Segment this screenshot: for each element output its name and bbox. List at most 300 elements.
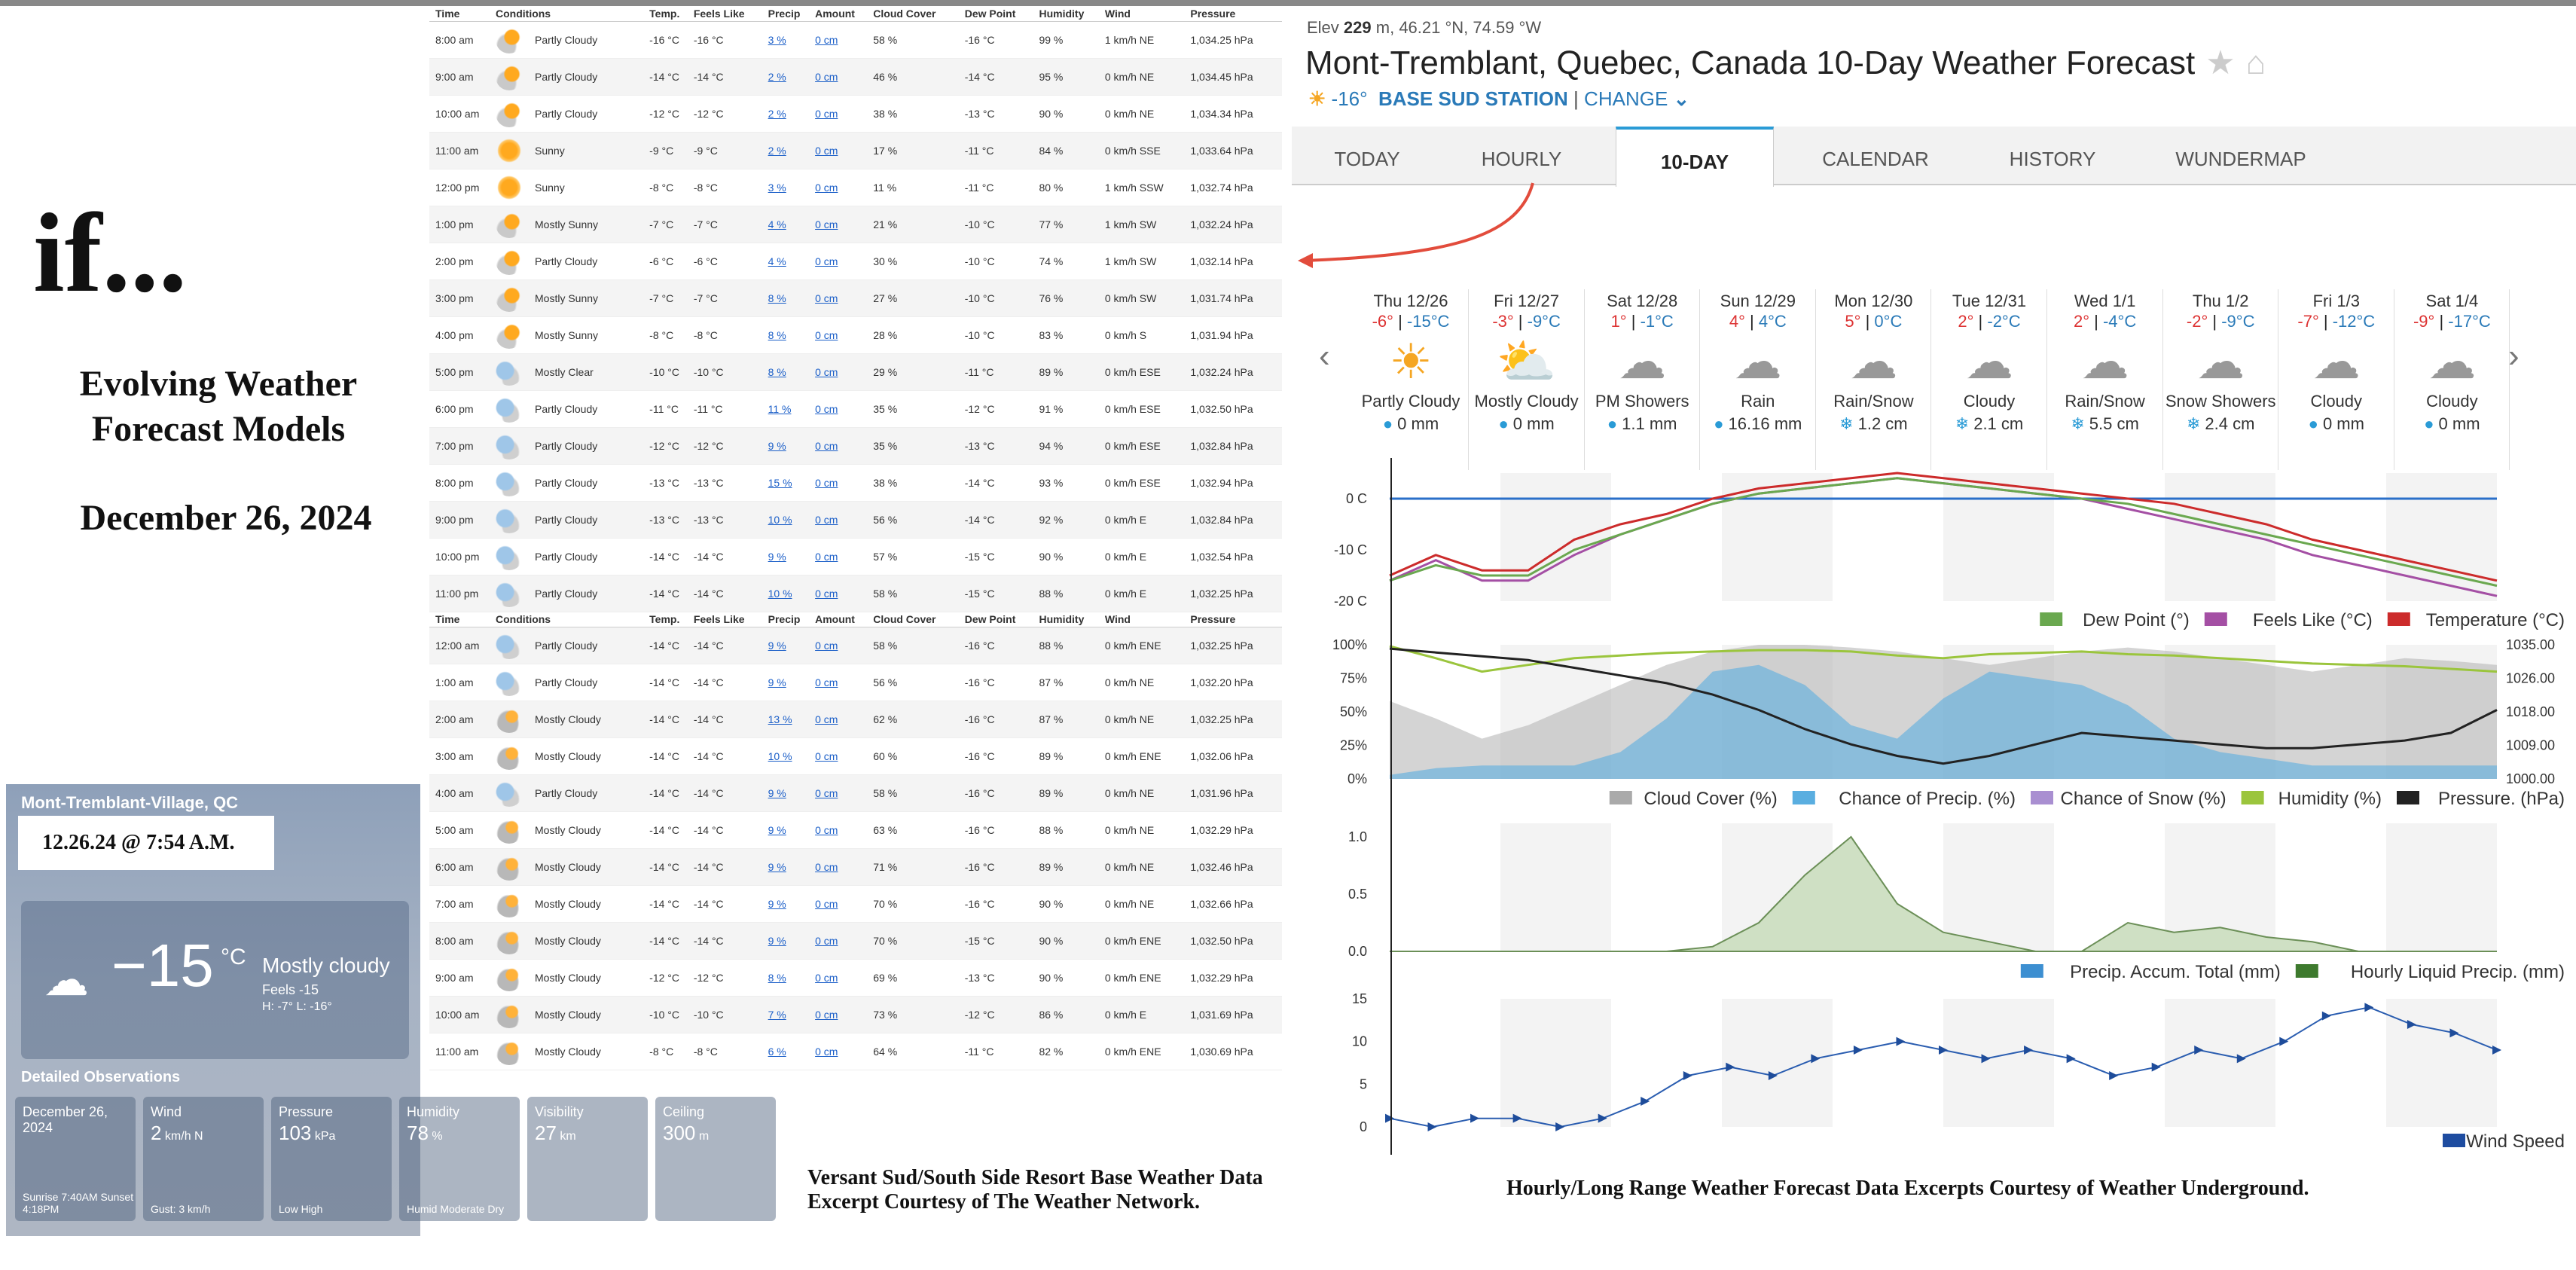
day-band xyxy=(2386,823,2497,951)
column-header: Humidity xyxy=(1039,6,1104,21)
link-cell xyxy=(815,627,873,664)
precip-legend-label: Hourly Liquid Precip. (mm) xyxy=(2350,962,2565,982)
tab-today[interactable]: TODAY xyxy=(1334,148,1400,170)
wind-direction-marker xyxy=(2364,1003,2373,1012)
amount-link[interactable]: 0 cm xyxy=(815,218,838,230)
amount-link[interactable]: 0 cm xyxy=(815,33,838,46)
weather-icon xyxy=(496,817,523,844)
precip-legend-swatch xyxy=(2296,964,2318,978)
day-date: Thu 1/2 xyxy=(2192,292,2249,310)
next-days-arrow[interactable]: › xyxy=(2508,337,2520,374)
day-hi-lo: -6° | -15°C xyxy=(1372,312,1450,331)
weather-icon xyxy=(496,890,523,917)
column-header: Wind xyxy=(1105,6,1191,21)
mostly-cloudy-icon: ☁ xyxy=(44,954,89,1005)
amount-link[interactable]: 0 cm xyxy=(815,934,838,947)
value-cell: -11 °C xyxy=(965,132,1039,169)
amount-link[interactable]: 0 cm xyxy=(815,550,838,563)
amount-link[interactable]: 0 cm xyxy=(815,713,838,725)
amount-link[interactable]: 0 cm xyxy=(815,402,838,415)
amount-link[interactable]: 0 cm xyxy=(815,897,838,910)
value-cell: 27 % xyxy=(873,279,964,316)
conditions-cell: Partly Cloudy xyxy=(496,627,649,664)
hour-cell: 2:00 am xyxy=(429,701,496,737)
weather-icon xyxy=(496,743,523,770)
amount-link[interactable]: 0 cm xyxy=(815,365,838,378)
column-header: Precip xyxy=(768,6,815,21)
value-cell: 38 % xyxy=(873,95,964,132)
value-cell: -14 °C xyxy=(649,811,694,848)
value-cell: 0 km/h NE xyxy=(1105,701,1191,737)
day-band xyxy=(2165,999,2275,1127)
precip-link[interactable]: 2 % xyxy=(768,107,786,120)
temperature-unit: °C xyxy=(221,945,246,969)
link-cell xyxy=(768,774,815,811)
tile-sub: Gust: 3 km/h xyxy=(151,1203,211,1215)
value-cell: 1,032.20 hPa xyxy=(1190,664,1282,701)
precip-link[interactable]: 9 % xyxy=(768,550,786,563)
weather-icon xyxy=(496,927,523,954)
day-band xyxy=(1500,473,1611,601)
value-cell: 80 % xyxy=(1039,169,1104,206)
precip-link[interactable]: 9 % xyxy=(768,860,786,873)
value-cell: 1,032.29 hPa xyxy=(1190,811,1282,848)
value-cell: 0 km/h ESE xyxy=(1105,390,1191,427)
conditions-cell: Mostly Cloudy xyxy=(496,885,649,922)
precip-link[interactable]: 8 % xyxy=(768,365,786,378)
value-cell: 93 % xyxy=(1039,464,1104,501)
observation-location: Mont-Tremblant-Village, QC xyxy=(21,793,239,812)
hour-cell: 1:00 am xyxy=(429,664,496,701)
precip-link[interactable]: 8 % xyxy=(768,328,786,341)
weather-icon xyxy=(496,174,523,201)
value-cell: 88 % xyxy=(1039,575,1104,612)
link-cell xyxy=(768,848,815,885)
value-cell: 73 % xyxy=(873,996,964,1033)
pct-legend-label: Pressure. (hPa) xyxy=(2437,789,2565,809)
precip-legend-swatch xyxy=(2021,964,2043,978)
hour-cell: 11:00 am xyxy=(429,132,496,169)
value-cell: -12 °C xyxy=(965,390,1039,427)
link-cell xyxy=(768,627,815,664)
value-cell: 89 % xyxy=(1039,774,1104,811)
day-condition: Cloudy xyxy=(2426,392,2478,411)
conditions-cell: Mostly Cloudy xyxy=(496,959,649,996)
value-cell: -10 °C xyxy=(649,353,694,390)
station-name[interactable]: BASE SUD STATION xyxy=(1378,87,1568,110)
day-band xyxy=(2386,999,2497,1127)
conditions-cell: Partly Cloudy xyxy=(496,58,649,95)
table-row xyxy=(429,538,1282,575)
day-precip: ● 16.16 mm xyxy=(1714,414,1802,433)
prev-days-arrow[interactable]: ‹ xyxy=(1319,337,1330,374)
day-precip: ● 0 mm xyxy=(1382,414,1439,433)
pressure-axis-label: 1026.00 xyxy=(2506,670,2556,686)
precip-link[interactable]: 13 % xyxy=(768,713,792,725)
hour-cell: 7:00 am xyxy=(429,885,496,922)
link-cell xyxy=(768,701,815,737)
day-weather-icon: ☁ xyxy=(1849,334,1898,389)
precip-link[interactable]: 8 % xyxy=(768,971,786,984)
tile-label: Ceiling xyxy=(663,1104,705,1119)
precip-link[interactable]: 4 % xyxy=(768,218,786,230)
amount-link[interactable]: 0 cm xyxy=(815,328,838,341)
wind-direction-marker xyxy=(1896,1037,1905,1046)
conditions-cell: Mostly Sunny xyxy=(496,206,649,243)
amount-link[interactable]: 0 cm xyxy=(815,513,838,526)
tab-history[interactable]: HISTORY xyxy=(2009,148,2096,170)
precip-link[interactable]: 10 % xyxy=(768,749,792,762)
value-cell: 83 % xyxy=(1039,316,1104,353)
link-cell xyxy=(815,353,873,390)
weather-icon xyxy=(496,26,523,53)
value-cell: -16 °C xyxy=(965,848,1039,885)
value-cell: -12 °C xyxy=(649,95,694,132)
value-cell: -10 °C xyxy=(694,353,768,390)
tile-value: 27 km xyxy=(535,1122,576,1144)
precip-link[interactable]: 9 % xyxy=(768,439,786,452)
value-cell: 1,030.69 hPa xyxy=(1190,1033,1282,1070)
link-cell xyxy=(815,774,873,811)
tab-calendar[interactable]: CALENDAR xyxy=(1822,148,1929,170)
value-cell: -16 °C xyxy=(649,21,694,58)
day-hi-lo: -7° | -12°C xyxy=(2297,312,2376,331)
amount-link[interactable]: 0 cm xyxy=(815,70,838,83)
value-cell: 1,031.96 hPa xyxy=(1190,774,1282,811)
forecast-charts xyxy=(1292,6,2576,1181)
value-cell: 0 km/h ESE xyxy=(1105,464,1191,501)
precip-link[interactable]: 6 % xyxy=(768,1045,786,1058)
table-header-row xyxy=(429,612,1282,627)
day-band xyxy=(1722,999,1833,1127)
tile-label: Wind xyxy=(151,1104,182,1119)
value-cell: -10 °C xyxy=(965,206,1039,243)
column-header: Pressure xyxy=(1190,612,1282,627)
amount-link[interactable]: 0 cm xyxy=(815,292,838,304)
value-cell: 64 % xyxy=(873,1033,964,1070)
precip-link[interactable]: 7 % xyxy=(768,1008,786,1021)
pct-axis-label: 75% xyxy=(1339,670,1367,686)
value-cell: 58 % xyxy=(873,627,964,664)
value-cell: -14 °C xyxy=(649,922,694,959)
link-cell xyxy=(815,811,873,848)
link-cell xyxy=(768,353,815,390)
value-cell: 21 % xyxy=(873,206,964,243)
link-cell xyxy=(768,959,815,996)
snowflake-icon: ❄ xyxy=(1955,414,1970,433)
column-header: Precip xyxy=(768,612,815,627)
day-condition: Cloudy xyxy=(2310,392,2363,411)
value-cell: 1,034.34 hPa xyxy=(1190,95,1282,132)
pct-legend-swatch xyxy=(1610,791,1632,804)
column-header: Cloud Cover xyxy=(873,6,964,21)
pressure-axis-label: 1018.00 xyxy=(2506,704,2556,719)
link-cell xyxy=(815,279,873,316)
precip-axis-label: 0.5 xyxy=(1348,887,1367,902)
amount-link[interactable]: 0 cm xyxy=(815,749,838,762)
link-cell xyxy=(768,464,815,501)
value-cell: 0 km/h S xyxy=(1105,316,1191,353)
link-cell xyxy=(768,501,815,538)
tab-wundermap[interactable]: WUNDERMAP xyxy=(2175,148,2306,170)
value-cell: 0 km/h ESE xyxy=(1105,427,1191,464)
value-cell: 70 % xyxy=(873,922,964,959)
hour-cell: 8:00 pm xyxy=(429,464,496,501)
conditions-cell: Mostly Cloudy xyxy=(496,996,649,1033)
hour-cell: 6:00 pm xyxy=(429,390,496,427)
value-cell: -14 °C xyxy=(694,811,768,848)
value-cell: 0 km/h E xyxy=(1105,575,1191,612)
link-cell xyxy=(815,427,873,464)
link-cell xyxy=(815,501,873,538)
value-cell: -7 °C xyxy=(649,279,694,316)
link-cell xyxy=(768,885,815,922)
value-cell: -12 °C xyxy=(694,427,768,464)
change-station-link[interactable]: CHANGE xyxy=(1584,87,1668,110)
link-cell xyxy=(768,21,815,58)
day-hi-lo: 2° | -2°C xyxy=(1958,312,2021,331)
value-cell: 56 % xyxy=(873,664,964,701)
wind-direction-marker xyxy=(2279,1037,2288,1046)
link-cell xyxy=(768,664,815,701)
tile-sub: Humid Moderate Dry xyxy=(407,1203,505,1215)
table-row xyxy=(429,427,1282,464)
value-cell: 0 km/h NE xyxy=(1105,95,1191,132)
value-cell: -14 °C xyxy=(694,627,768,664)
conditions-cell: Partly Cloudy xyxy=(496,664,649,701)
pct-legend-label: Cloud Cover (%) xyxy=(1644,789,1778,809)
precip-link[interactable]: 9 % xyxy=(768,934,786,947)
table-row xyxy=(429,58,1282,95)
value-cell: 90 % xyxy=(1039,959,1104,996)
link-cell xyxy=(768,390,815,427)
value-cell: 92 % xyxy=(1039,501,1104,538)
precip-link[interactable]: 9 % xyxy=(768,676,786,688)
day-precip: ● 0 mm xyxy=(2424,414,2480,433)
pct-legend-swatch xyxy=(2031,791,2053,804)
snowflake-icon: ❄ xyxy=(1839,414,1854,433)
value-cell: 0 km/h E xyxy=(1105,501,1191,538)
wind-axis-label: 0 xyxy=(1359,1119,1367,1134)
temp-axis-label: 0 C xyxy=(1345,491,1367,506)
weather-icon xyxy=(496,706,523,733)
observation-tile xyxy=(15,1097,136,1221)
amount-link[interactable]: 0 cm xyxy=(815,144,838,157)
column-header: Temp. xyxy=(649,6,694,21)
pressure-axis-label: 1000.00 xyxy=(2506,771,2556,786)
value-cell: -15 °C xyxy=(965,575,1039,612)
precip-link[interactable]: 11 % xyxy=(768,402,792,415)
conditions-cell: Sunny xyxy=(496,169,649,206)
link-cell xyxy=(768,279,815,316)
day-condition: Rain/Snow xyxy=(2065,392,2145,411)
temp-axis-label: -20 C xyxy=(1333,594,1367,609)
hour-cell: 9:00 pm xyxy=(429,501,496,538)
value-cell: 84 % xyxy=(1039,132,1104,169)
column-header: Temp. xyxy=(649,612,694,627)
wind-direction-marker xyxy=(1385,1114,1394,1123)
link-cell xyxy=(768,811,815,848)
weather-icon xyxy=(496,211,523,238)
wind-direction-marker xyxy=(2109,1071,2118,1080)
value-cell: -9 °C xyxy=(649,132,694,169)
amount-link[interactable]: 0 cm xyxy=(815,1008,838,1021)
table-row xyxy=(429,316,1282,353)
amount-link[interactable]: 0 cm xyxy=(815,971,838,984)
value-cell: 89 % xyxy=(1039,737,1104,774)
amount-link[interactable]: 0 cm xyxy=(815,476,838,489)
precip-link[interactable]: 15 % xyxy=(768,476,792,489)
day-weather-icon: ☁ xyxy=(2428,334,2477,389)
value-cell: 1,032.54 hPa xyxy=(1190,538,1282,575)
precip-link[interactable]: 9 % xyxy=(768,639,786,652)
chevron-down-icon[interactable]: ⌄ xyxy=(1673,87,1690,110)
amount-link[interactable]: 0 cm xyxy=(815,676,838,688)
value-cell: -8 °C xyxy=(649,316,694,353)
conditions-cell: Mostly Cloudy xyxy=(496,811,649,848)
hour-cell: 5:00 pm xyxy=(429,353,496,390)
link-cell xyxy=(815,922,873,959)
day-date: Fri 12/27 xyxy=(1494,292,1559,310)
tab-hourly[interactable]: HOURLY xyxy=(1481,148,1562,170)
value-cell: -14 °C xyxy=(694,664,768,701)
value-cell: 94 % xyxy=(1039,427,1104,464)
amount-link[interactable]: 0 cm xyxy=(815,860,838,873)
wind-direction-marker xyxy=(1428,1122,1437,1131)
value-cell: -7 °C xyxy=(694,206,768,243)
precip-link[interactable]: 3 % xyxy=(768,181,786,194)
drop-icon: ● xyxy=(1607,414,1618,433)
link-cell xyxy=(815,737,873,774)
favorite-star-icon[interactable]: ★ xyxy=(2205,44,2236,81)
value-cell: 56 % xyxy=(873,501,964,538)
high-low: H: -7° L: -16° xyxy=(262,1000,332,1013)
conditions-cell: Sunny xyxy=(496,132,649,169)
day-precip: ❄ 2.1 cm xyxy=(1955,414,2024,433)
amount-link[interactable]: 0 cm xyxy=(815,823,838,836)
precip-link[interactable]: 9 % xyxy=(768,897,786,910)
precip-link[interactable]: 4 % xyxy=(768,255,786,267)
link-cell xyxy=(815,243,873,279)
wind-axis-label: 15 xyxy=(1351,991,1367,1006)
value-cell: 1,032.50 hPa xyxy=(1190,922,1282,959)
value-cell: 1,032.25 hPa xyxy=(1190,627,1282,664)
value-cell: -12 °C xyxy=(694,959,768,996)
value-cell: -8 °C xyxy=(694,316,768,353)
value-cell: 71 % xyxy=(873,848,964,885)
value-cell: 57 % xyxy=(873,538,964,575)
link-cell xyxy=(815,701,873,737)
table-row xyxy=(429,664,1282,701)
value-cell: -13 °C xyxy=(649,464,694,501)
link-cell xyxy=(815,95,873,132)
value-cell: -10 °C xyxy=(965,243,1039,279)
column-header: Amount xyxy=(815,612,873,627)
day-date: Fri 1/3 xyxy=(2312,292,2360,310)
wind-direction-marker xyxy=(2067,1054,2076,1063)
amount-link[interactable]: 0 cm xyxy=(815,639,838,652)
temp-legend-swatch xyxy=(2205,612,2227,626)
value-cell: -10 °C xyxy=(965,279,1039,316)
link-cell xyxy=(815,885,873,922)
value-cell: -16 °C xyxy=(965,774,1039,811)
wind-direction-marker xyxy=(2152,1063,2161,1072)
precip-link[interactable]: 9 % xyxy=(768,786,786,799)
conditions-cell: Partly Cloudy xyxy=(496,390,649,427)
pressure-axis-label: 1009.00 xyxy=(2506,737,2556,753)
tab-10-day[interactable]: 10-DAY xyxy=(1616,127,1774,187)
current-condition: Mostly cloudy xyxy=(262,954,390,977)
precip-link[interactable]: 10 % xyxy=(768,587,792,600)
observation-tile xyxy=(527,1097,648,1221)
value-cell: 1 km/h SW xyxy=(1105,206,1191,243)
precip-axis-label: 1.0 xyxy=(1348,829,1367,844)
value-cell: -11 °C xyxy=(965,353,1039,390)
precip-link[interactable]: 2 % xyxy=(768,144,786,157)
home-icon[interactable]: ⌂ xyxy=(2245,44,2266,81)
precip-link[interactable]: 9 % xyxy=(768,823,786,836)
link-cell xyxy=(768,427,815,464)
day-weather-icon: ☁ xyxy=(1618,334,1667,389)
amount-link[interactable]: 0 cm xyxy=(815,107,838,120)
conditions-cell: Mostly Sunny xyxy=(496,279,649,316)
conditions-cell: Partly Cloudy xyxy=(496,501,649,538)
conditions-cell: Mostly Sunny xyxy=(496,316,649,353)
amount-link[interactable]: 0 cm xyxy=(815,587,838,600)
value-cell: 87 % xyxy=(1039,701,1104,737)
amount-link[interactable]: 0 cm xyxy=(815,181,838,194)
precip-link[interactable]: 3 % xyxy=(768,33,786,46)
value-cell: 58 % xyxy=(873,774,964,811)
amount-link[interactable]: 0 cm xyxy=(815,786,838,799)
link-cell xyxy=(815,996,873,1033)
value-cell: -7 °C xyxy=(694,279,768,316)
value-cell: 90 % xyxy=(1039,922,1104,959)
weather-icon xyxy=(496,285,523,312)
link-cell xyxy=(815,464,873,501)
value-cell: 46 % xyxy=(873,58,964,95)
drop-icon: ● xyxy=(1382,414,1393,433)
day-date: Tue 12/31 xyxy=(1952,292,2027,310)
hour-cell: 12:00 pm xyxy=(429,169,496,206)
value-cell: 0 km/h ENE xyxy=(1105,959,1191,996)
wind-legend-swatch xyxy=(2443,1134,2465,1147)
hour-cell: 3:00 am xyxy=(429,737,496,774)
column-header: Time xyxy=(429,6,496,21)
amount-link[interactable]: 0 cm xyxy=(815,255,838,267)
day-weather-icon: ☀ xyxy=(1389,334,1433,389)
value-cell: 1,031.74 hPa xyxy=(1190,279,1282,316)
precip-link[interactable]: 8 % xyxy=(768,292,786,304)
table-row xyxy=(429,701,1282,737)
conditions-cell: Partly Cloudy xyxy=(496,95,649,132)
precip-link[interactable]: 10 % xyxy=(768,513,792,526)
value-cell: 0 km/h SSE xyxy=(1105,132,1191,169)
value-cell: 17 % xyxy=(873,132,964,169)
tile-sub: Sunrise 7:40AM Sunset 4:18PM xyxy=(23,1191,134,1215)
day-weather-icon: ⛅ xyxy=(1496,334,1557,389)
value-cell: 86 % xyxy=(1039,996,1104,1033)
value-cell: 11 % xyxy=(873,169,964,206)
precip-link[interactable]: 2 % xyxy=(768,70,786,83)
amount-link[interactable]: 0 cm xyxy=(815,439,838,452)
day-condition: Partly Cloudy xyxy=(1361,392,1460,411)
collage-date: December 26, 2024 xyxy=(80,498,372,538)
value-cell: 90 % xyxy=(1039,538,1104,575)
value-cell: -13 °C xyxy=(965,959,1039,996)
amount-link[interactable]: 0 cm xyxy=(815,1045,838,1058)
temp-axis-label: -10 C xyxy=(1333,542,1367,557)
